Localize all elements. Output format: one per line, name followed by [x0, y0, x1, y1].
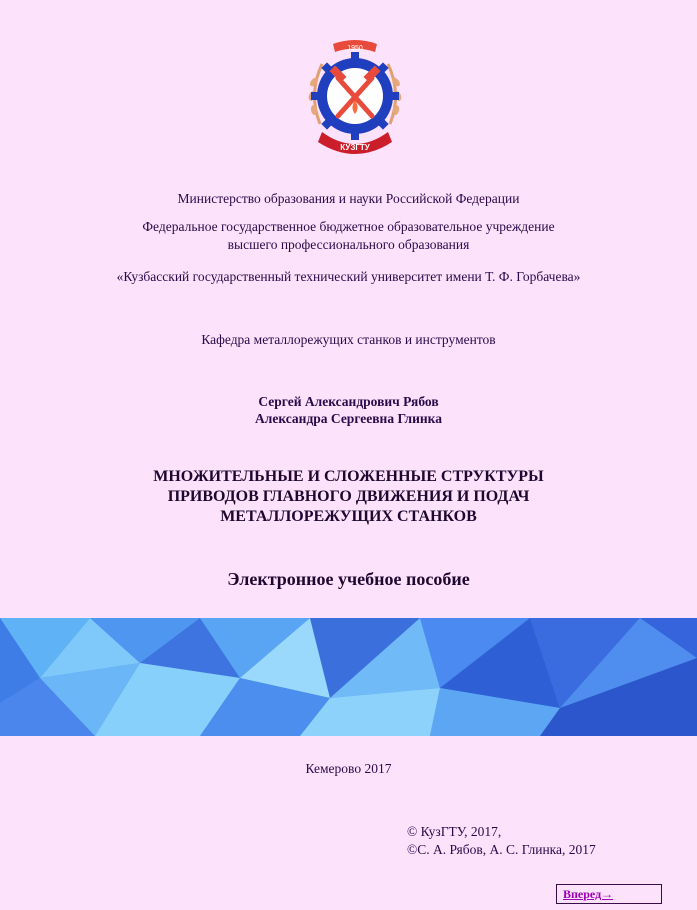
institution-type-line-1: Федеральное государственное бюджетное образовательное учреждение	[142, 219, 555, 234]
title-line-2: ПРИВОДОВ ГЛАВНОГО ДВИЖЕНИЯ И ПОДАЧ	[167, 488, 530, 505]
author-1: Сергей Александрович Рябов	[258, 394, 439, 409]
city-year: Кемерово 2017	[305, 761, 392, 776]
decorative-banner	[0, 618, 697, 736]
university-name: «Кузбасский государственный технический университет имени Т. Ф. Горбачева»	[116, 269, 581, 284]
title-line-1: МНОЖИТЕЛЬНЫЕ И СЛОЖЕННЫЕ СТРУКТУРЫ	[153, 468, 544, 485]
logo-name: КУЗГТУ	[340, 143, 370, 152]
book-title	[0, 467, 697, 527]
ministry-line: Министерство образования и науки Российской Федерации	[177, 191, 520, 206]
logo-year: 1950	[347, 45, 363, 52]
title-line-3: МЕТАЛЛОРЕЖУЩИХ СТАНКОВ	[220, 508, 477, 525]
institution-type-line-2: высшего профессионального образования	[227, 237, 470, 252]
department-name: Кафедра металлорежущих станков и инструментов	[201, 332, 496, 347]
copyright-authors: ©С. А. Рябов, А. С. Глинка, 2017	[407, 842, 596, 857]
author-2: Александра Сергеевна Глинка	[255, 411, 442, 426]
copyright-university: © КузГТУ, 2017,	[407, 824, 502, 839]
next-page-button[interactable]: Вперед→	[556, 884, 662, 904]
university-logo	[300, 34, 410, 160]
copyright-block	[407, 823, 596, 859]
book-subtitle: Электронное учебное пособие	[227, 569, 470, 589]
